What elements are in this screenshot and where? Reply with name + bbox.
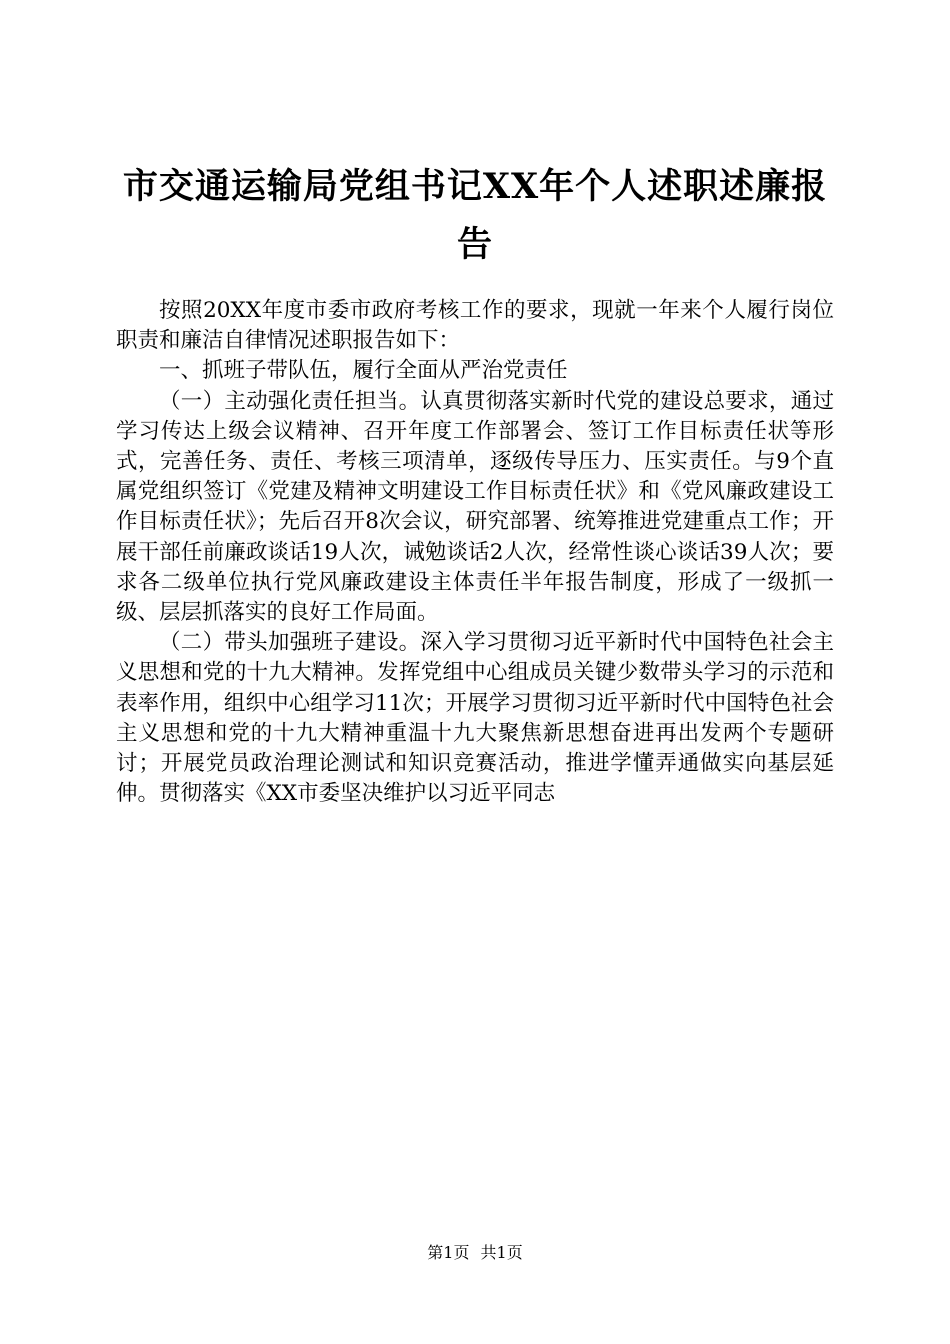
- page-total: 共1页: [480, 1243, 523, 1262]
- page-footer: [0, 1242, 950, 1264]
- intro-paragraph: 按照20XX年度市委市政府考核工作的要求，现就一年来个人履行岗位职责和廉洁自律情况述职报告如下：: [116, 298, 834, 354]
- body-paragraph: （一）主动强化责任担当。认真贯彻落实新时代党的建设总要求，通过学习传达上级会议精神、召开年度工作部署会、签订工作目标责任状等形式，完善任务、责任、考核三项清单，逐级传导压力、压实责任。与9个直属党组织签订《党建及精神文明建设工作目标责任状》和《党风廉政建设工作目标责任状》；先后召开8次会议，研究部署、统筹推进党建重点工作；开展干部任前廉政谈话19人次，诫勉谈话2人次，经常性谈心谈话39人次；要求各二级单位执行党风廉政建设主体责任半年报告制度，形成了一级抓一级、层层抓落实的良好工作局面。: [116, 388, 834, 626]
- body-paragraph: （二）带头加强班子建设。深入学习贯彻习近平新时代中国特色社会主义思想和党的十九大精神。发挥党组中心组成员关键少数带头学习的示范和表率作用，组织中心组学习11次；开展学习贯彻习近平新时代中国特色社会主义思想和党的十九大精神重温十九大聚焦新思想奋进再出发两个专题研讨；开展党员政治理论测试和知识竞赛活动，推进学懂弄通做实向基层延伸。贯彻落实《XX市委坚决维护以习近平同志: [116, 630, 834, 807]
- section-heading: 一、抓班子带队伍，履行全面从严治党责任: [159, 358, 568, 384]
- page-number: 第1页: [427, 1243, 470, 1262]
- document-title: 市交通运输局党组书记XX年个人述职述廉报告: [122, 166, 828, 265]
- document-body: [116, 296, 834, 809]
